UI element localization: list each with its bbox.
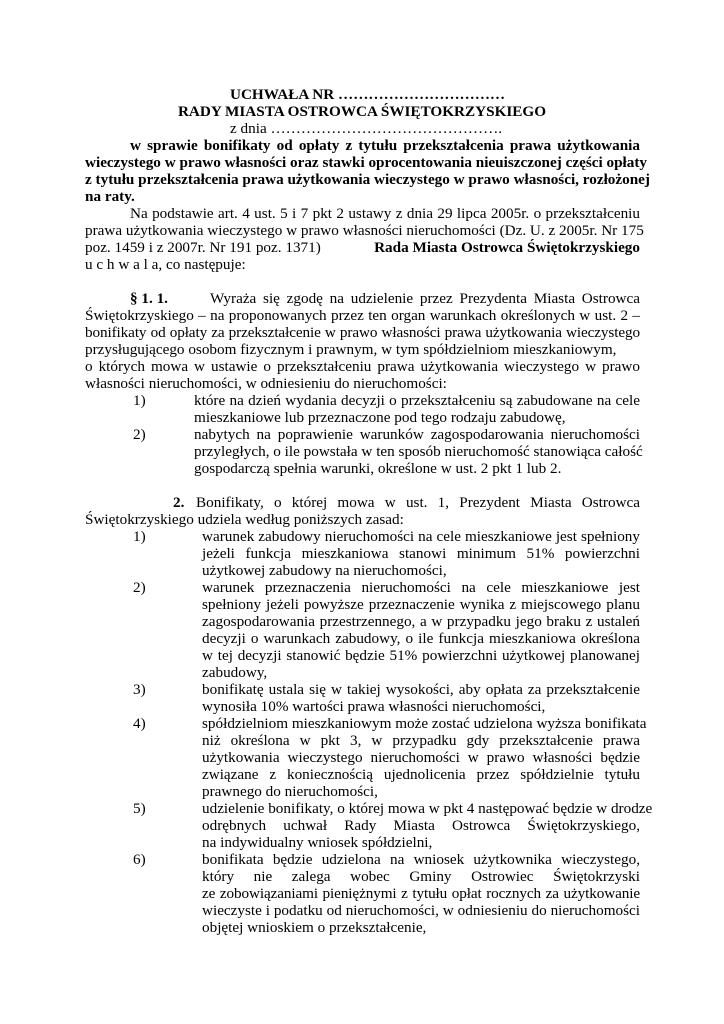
s2-item-5-num: 5) <box>133 800 146 817</box>
s2-item-1-line-3: użytkowej zabudowy na nieruchomości, <box>202 562 447 579</box>
section-1-line-5: o których mowa w ustawie o przekształceniu prawa użytkowania wieczystego w prawo <box>85 358 640 375</box>
s2-item-4-line-2: niż określona w pkt 3, w przypadku gdy przekształcenie prawa <box>202 732 640 749</box>
s1-item-1-line-1: które na dzień wydania decyzji o przekształceniu są zabudowane na cele <box>194 392 640 409</box>
s1-item-2-line-2: przyległych, o ile powstała w ten sposób nieruchomość stanowiąca całość <box>194 443 643 460</box>
preamble-council: Rada Miasta Ostrowca Świętokrzyskiego <box>374 239 640 256</box>
s1-item-1-line-2: mieszkaniowe lub przeznaczone pod tego rodzaju zabudowę, <box>194 409 566 426</box>
section-1-line-1: Wyraża się zgodę na udzielenie przez Prezydenta Miasta Ostrowca <box>210 290 640 307</box>
section-1-line-3: bonifikaty od opłaty za przekształcenie w prawo własności prawa użytkowania wieczystego <box>85 324 640 341</box>
s2-item-1-line-1: warunek zabudowy nieruchomości na cele mieszkaniowe jest spełniony <box>202 528 640 545</box>
s1-item-2-line-1: nabytych na poprawienie warunków zagospodarowania nieruchomości <box>194 426 640 443</box>
council-name: RADY MIASTA OSTROWCA ŚWIĘTOKRZYSKIEGO <box>177 103 547 120</box>
s2-item-5-line-2: odrębnych uchwał Rady Miasta Ostrowca Świętokrzyskiego, <box>202 817 640 834</box>
s2-item-6-line-3: ze zobowiązaniami pieniężnymi z tytułu opłat rocznych za użytkowanie <box>202 885 640 902</box>
s2-item-4-line-3: użytkowania wieczystego nieruchomości w prawo własności będzie <box>202 749 640 766</box>
s1-item-2-num: 2) <box>133 426 146 443</box>
section-1-line-2: Świętokrzyskiego – na proponowanych przez ten organ warunkach określonych w ust. 2 – <box>85 307 640 324</box>
preamble-legal-basis: poz. 1459 i z 2007r. Nr 191 poz. 1371) <box>85 239 321 256</box>
s2-item-2-line-2: spełniony jeżeli powyższe przeznaczenie wynika z miejscowego planu <box>202 596 640 613</box>
s2-item-4-line-1: spółdzielniom mieszkaniowym może zostać udzielona wyższa bonifikata <box>202 715 647 732</box>
s2-item-6-line-4: wieczyste i podatku od nieruchomości, w odniesieniu do nieruchomości <box>202 902 640 919</box>
s2-item-4-line-4: związane z koniecznością ujednolicenia przez spółdzielnie tytułu <box>202 766 640 783</box>
s2-item-3-line-2: wynosiła 10% wartości prawa własności nieruchomości, <box>202 698 546 715</box>
subject-line-2: wieczystego w prawo własności oraz stawki oprocentowania nieuiszczonej części opłaty <box>85 154 647 171</box>
section-2-line-2: Świętokrzyskiego udziela według poniższych zasad: <box>85 511 404 528</box>
resolution-title: UCHWAŁA NR …………………………… <box>230 86 506 103</box>
preamble-line-2: prawa użytkowania wieczystego w prawo własności nieruchomości (Dz. U. z 2005r. Nr 175 <box>85 222 644 239</box>
s2-item-2-num: 2) <box>133 579 146 596</box>
preamble-line-5: u c h w a l a, co następuje: <box>85 256 246 273</box>
s1-item-2-line-3: gospodarczą spełnia warunki, określone w ust. 2 pkt 1 lub 2. <box>194 460 562 477</box>
section-2-marker: 2. <box>173 494 185 511</box>
s2-item-3-line-1: bonifikatę ustala się w takiej wysokości, aby opłata za przekształcenie <box>202 681 640 698</box>
s2-item-6-num: 6) <box>133 851 146 868</box>
resolution-date: z dnia ………………………………………. <box>230 120 503 137</box>
s2-item-2-line-3: zagospodarowania przestrzennego, a w przypadku jego braku z ustaleń <box>202 613 640 630</box>
s2-item-3-num: 3) <box>133 681 146 698</box>
subject-line-1: w sprawie bonifikaty od opłaty z tytułu przekształcenia prawa użytkowania <box>130 137 640 154</box>
section-2-line-1: Bonifikaty, o której mowa w ust. 1, Prezydent Miasta Ostrowca <box>196 494 640 511</box>
preamble-line-1: Na podstawie art. 4 ust. 5 i 7 pkt 2 ustawy z dnia 29 lipca 2005r. o przekształceniu <box>130 205 640 222</box>
subject-line-4: na raty. <box>85 188 135 205</box>
s2-item-5-line-1: udzielenie bonifikaty, o której mowa w pkt 4 następować będzie w drodze <box>202 800 653 817</box>
s2-item-5-line-3: na indywidualny wniosek spółdzielni, <box>202 834 433 851</box>
s2-item-2-line-4: decyzji o warunkach zabudowy, o ile funkcja mieszkaniowa określona <box>202 630 640 647</box>
s1-item-1-num: 1) <box>133 392 146 409</box>
subject-line-3: z tytułu przekształcenia prawa użytkowania wieczystego w prawo własności, rozłożonej <box>85 171 650 188</box>
s2-item-2-line-5: w tej decyzji stanowić będzie 51% powierzchni użytkowej planowanej <box>202 647 640 664</box>
section-1-line-6: własności nieruchomości, w odniesieniu do nieruchomości: <box>85 375 447 392</box>
section-1-line-4: przysługującego osobom fizycznym i prawnym, w tym spółdzielniom mieszkaniowym, <box>85 341 617 358</box>
s2-item-1-num: 1) <box>133 528 146 545</box>
s2-item-6-line-1: bonifikata będzie udzielona na wniosek użytkownika wieczystego, <box>202 851 640 868</box>
section-1-marker: § 1. 1. <box>130 290 168 307</box>
s2-item-4-line-5: prawnego do nieruchomości, <box>202 783 378 800</box>
preamble-line-3 <box>85 239 640 256</box>
s2-item-2-line-6: zabudowy, <box>202 664 268 681</box>
s2-item-6-line-5: objętej wnioskiem o przekształcenie, <box>202 919 427 936</box>
s2-item-4-num: 4) <box>133 715 146 732</box>
s2-item-1-line-2: jeżeli funkcja mieszkaniowa stanowi minimum 51% powierzchni <box>202 545 640 562</box>
s2-item-2-line-1: warunek przeznaczenia nieruchomości na cele mieszkaniowe jest <box>202 579 640 596</box>
s2-item-6-line-2: który nie zalega wobec Gminy Ostrowiec Świętokrzyski <box>202 868 640 885</box>
